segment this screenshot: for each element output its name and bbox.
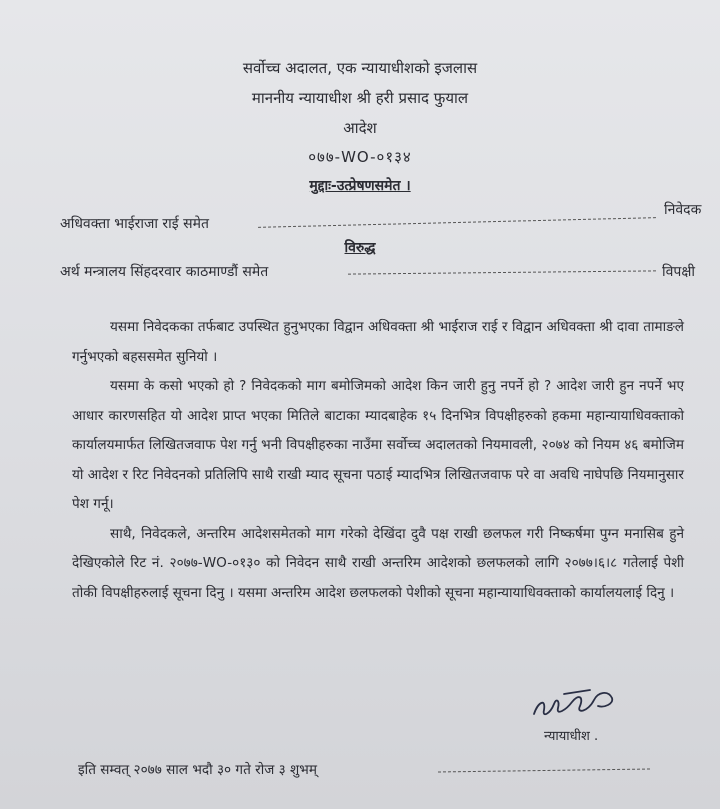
petitioner-dotted-line — [258, 217, 656, 228]
order-body — [72, 313, 684, 608]
body-paragraph-3: साथै, निवेदकले, अन्तरिम आदेशसमेतको माग गरेको देखिंदा दुवै पक्ष राखी छलफल गरी निष्कर्षमा पुग्न मनासिब हुने देखिएकोले रिट नं. २०७७-WO-०१३० को निवेदन साथै राखी अन्तरिम आदेशको छलफलको लागि २०७७।६।८ गतेलाई पेशी तोकी विपक्षीहरुलाई सूचना दिनु । यसमा अन्तरिम आदेश छलफलको पेशीको सूचना महान्यायाधिवक्ताको कार्यालयलाई दिनु । — [72, 525, 684, 601]
body-paragraph-1: यसमा निवेदकका तर्फबाट उपस्थित हुनुभएका विद्वान अधिवक्ता श्री भाईराज राई र विद्वान अधिवक्ता श्री दावा तामाङले गर्नुभएको बहससमेत सुनियो । — [72, 319, 684, 365]
date-dotted-line — [438, 769, 650, 773]
respondent-role: विपक्षी — [662, 264, 696, 280]
respondent-dotted-line — [348, 270, 656, 274]
signature-title: न्यायाधीश . — [544, 729, 599, 744]
date-line: इति सम्वत् २०७७ साल भदौ ३० गते रोज ३ शुभम् — [78, 762, 317, 778]
court-line: सर्वोच्च अदालत, एक न्यायाधीशको इजलास — [242, 59, 478, 77]
subject-line: मुद्दाः-उत्प्रेषणसमेत । — [309, 178, 411, 194]
order-title: आदेश — [343, 119, 377, 137]
petitioner-role: निवेदक — [664, 202, 702, 218]
signature-scribble-icon — [528, 684, 620, 728]
respondent-name: अर्थ मन्त्रालय सिंहदरवार काठमाण्डौं समेत — [60, 264, 269, 280]
petitioner-name: अधिवक्ता भाईराजा राई समेत — [60, 216, 209, 232]
versus-label: विरुद्ध — [344, 240, 376, 256]
judge-line: माननीय न्यायाधीश श्री हरी प्रसाद फुयाल — [251, 89, 469, 107]
body-paragraph-2: यसमा के कसो भएको हो ? निवेदकको माग बमोजिमको आदेश किन जारी हुनु नपर्ने हो ? आदेश जारी हुन नपर्ने भए आधार कारणसहित यो आदेश प्राप्त भएका मितिले बाटाका म्यादबाहेक १५ दिनभित्र विपक्षीहरुको हकमा महान्यायाधिवक्ताको कार्यालयमार्फत लिखितजवाफ पेश गर्नु भनी विपक्षीहरुका नाउँमा सर्वोच्च अदालतको नियमावली, २०७४ को नियम ४६ बमोजिम यो आदेश र रिट निवेदनको प्रतिलिपि साथै राखी म्याद सूचना पठाई म्यादभित्र लिखितजवाफ परे वा अवधि नाघेपछि नियमानुसार पेश गर्नू। — [72, 378, 684, 512]
case-number: ०७७-WO-०१३४ — [308, 148, 412, 166]
judge-signature — [528, 684, 620, 744]
